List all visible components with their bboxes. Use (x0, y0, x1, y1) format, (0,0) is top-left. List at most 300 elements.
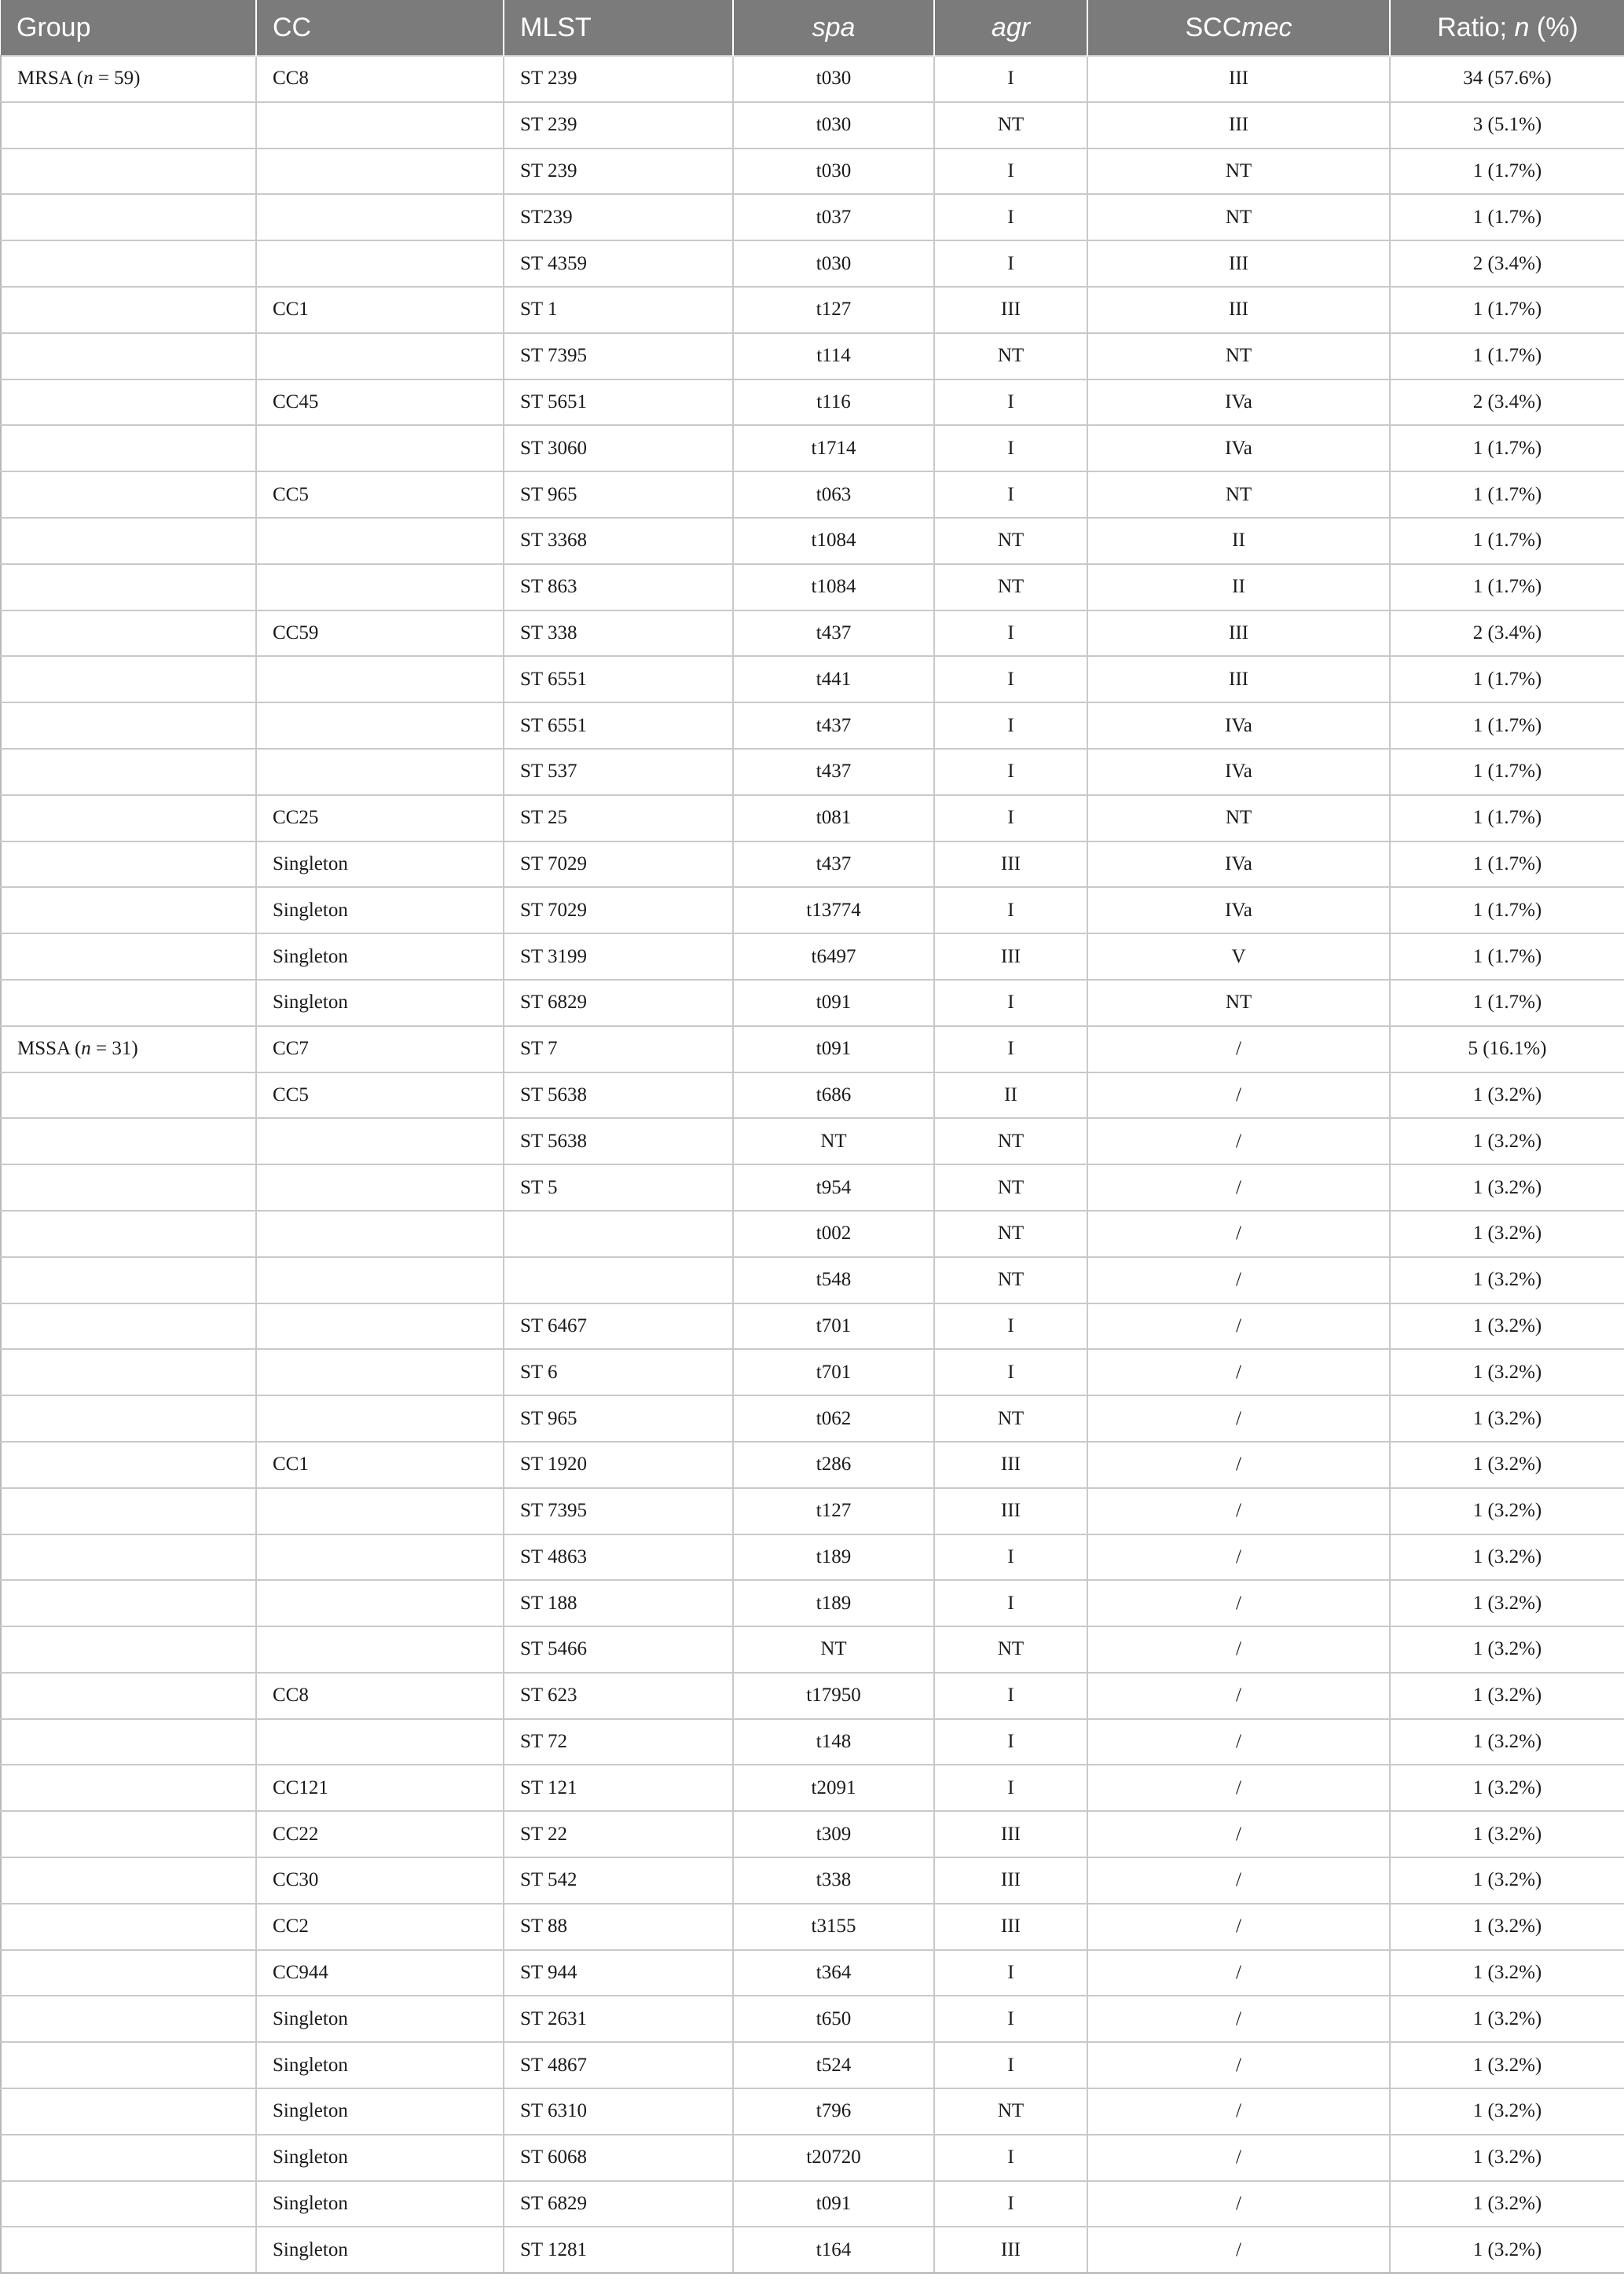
cell-agr: I (934, 2042, 1087, 2088)
header-group: Group (1, 0, 256, 56)
cell-ratio: 2 (3.4%) (1390, 610, 1624, 657)
cell-mlst: ST 2631 (504, 1996, 733, 2042)
cell-sccmec: NT (1087, 471, 1390, 518)
cell-mlst: ST 22 (504, 1811, 733, 1857)
cell-group (1, 518, 256, 564)
cell-cc: Singleton (256, 841, 504, 888)
cell-sccmec: / (1087, 2227, 1390, 2273)
cell-agr: NT (934, 102, 1087, 148)
cell-ratio: 1 (3.2%) (1390, 1765, 1624, 1811)
cell-ratio: 1 (3.2%) (1390, 2181, 1624, 2227)
cell-mlst: ST 4359 (504, 240, 733, 287)
cell-ratio: 1 (1.7%) (1390, 518, 1624, 564)
cell-cc (256, 1626, 504, 1673)
cell-cc (256, 1118, 504, 1164)
cell-ratio: 1 (3.2%) (1390, 1303, 1624, 1350)
cell-group (1, 1442, 256, 1488)
cell-sccmec: / (1087, 1857, 1390, 1904)
cell-spa: t437 (733, 610, 934, 657)
cell-agr: I (934, 2135, 1087, 2181)
cell-cc (256, 656, 504, 702)
cell-agr: I (934, 1349, 1087, 1395)
table-row (1, 1164, 1624, 1211)
cell-group (1, 1719, 256, 1765)
cell-group (1, 1349, 256, 1395)
cell-agr: III (934, 2227, 1087, 2273)
table-row (1, 2088, 1624, 2135)
cell-group (1, 1072, 256, 1119)
table-row (1, 2135, 1624, 2181)
cell-agr: I (934, 1996, 1087, 2042)
group-label: MSSA ( (17, 1038, 82, 1060)
cell-ratio: 1 (1.7%) (1390, 933, 1624, 980)
cell-group (1, 333, 256, 379)
cell-mlst: ST 965 (504, 1395, 733, 1442)
cell-ratio: 1 (3.2%) (1390, 1626, 1624, 1673)
cell-sccmec: NT (1087, 980, 1390, 1026)
table-row (1, 2181, 1624, 2227)
cell-sccmec: / (1087, 2088, 1390, 2135)
cell-group (1, 102, 256, 148)
cell-ratio: 1 (3.2%) (1390, 1857, 1624, 1904)
table-row (1, 240, 1624, 287)
header-agr: agr (934, 0, 1087, 56)
cell-cc (256, 1395, 504, 1442)
cell-mlst: ST 542 (504, 1857, 733, 1904)
cell-sccmec: / (1087, 1211, 1390, 1257)
cell-sccmec: / (1087, 1673, 1390, 1719)
table-row (1, 1719, 1624, 1765)
table-row (1, 1950, 1624, 1996)
table-row (1, 749, 1624, 795)
cell-mlst: ST 7029 (504, 841, 733, 888)
cell-group (1, 287, 256, 333)
cell-cc: Singleton (256, 933, 504, 980)
cell-group (1, 564, 256, 610)
cell-sccmec: IVa (1087, 425, 1390, 471)
cell-group (1, 1673, 256, 1719)
cell-sccmec: III (1087, 240, 1390, 287)
cell-agr: I (934, 425, 1087, 471)
cell-cc (256, 1349, 504, 1395)
cell-agr: III (934, 841, 1087, 888)
cell-ratio: 1 (3.2%) (1390, 2135, 1624, 2181)
table-row (1, 379, 1624, 426)
cell-agr: III (934, 1811, 1087, 1857)
cell-group (1, 1904, 256, 1950)
cell-mlst: ST 6829 (504, 2181, 733, 2227)
cell-mlst: ST 7395 (504, 333, 733, 379)
cell-spa: t437 (733, 841, 934, 888)
cell-group (1, 1395, 256, 1442)
table-row (1, 656, 1624, 702)
cell-group (1, 841, 256, 888)
table-row (1, 1026, 1624, 1072)
table-row (1, 1395, 1624, 1442)
cell-cc (256, 1534, 504, 1581)
cell-agr: I (934, 1719, 1087, 1765)
cell-cc: CC22 (256, 1811, 504, 1857)
cell-ratio: 3 (5.1%) (1390, 102, 1624, 148)
cell-cc: CC59 (256, 610, 504, 657)
cell-sccmec: / (1087, 1257, 1390, 1303)
cell-cc: CC1 (256, 287, 504, 333)
cell-agr: III (934, 1488, 1087, 1534)
table-row (1, 102, 1624, 148)
cell-agr: I (934, 610, 1087, 657)
table-row (1, 1996, 1624, 2042)
cell-agr: I (934, 702, 1087, 749)
cell-group (1, 933, 256, 980)
cell-cc (256, 194, 504, 240)
cell-agr: I (934, 240, 1087, 287)
cell-sccmec: IVa (1087, 379, 1390, 426)
group-label: MRSA ( (17, 68, 84, 90)
cell-agr: NT (934, 333, 1087, 379)
cell-sccmec: / (1087, 1534, 1390, 1581)
cell-agr: NT (934, 518, 1087, 564)
table-row (1, 56, 1624, 102)
cell-spa: t081 (733, 795, 934, 841)
cell-sccmec: III (1087, 56, 1390, 102)
cell-ratio: 1 (3.2%) (1390, 1904, 1624, 1950)
header-sccmec-italic: mec (1241, 12, 1292, 42)
cell-mlst: ST 5651 (504, 379, 733, 426)
cell-group (1, 194, 256, 240)
cell-spa: t127 (733, 1488, 934, 1534)
header-ratio-suffix: (%) (1529, 12, 1578, 42)
table-row (1, 1534, 1624, 1581)
cell-mlst: ST 6 (504, 1349, 733, 1395)
cell-cc: CC944 (256, 1950, 504, 1996)
cell-cc: Singleton (256, 2088, 504, 2135)
cell-spa: t002 (733, 1211, 934, 1257)
header-spa: spa (733, 0, 934, 56)
cell-ratio: 1 (3.2%) (1390, 1534, 1624, 1581)
cell-agr: NT (934, 1257, 1087, 1303)
cell-group (1, 425, 256, 471)
cell-spa: t954 (733, 1164, 934, 1211)
cell-spa: t091 (733, 1026, 934, 1072)
cell-ratio: 1 (3.2%) (1390, 1164, 1624, 1211)
cell-group (1, 379, 256, 426)
cell-sccmec: / (1087, 2181, 1390, 2227)
cell-mlst: ST 6068 (504, 2135, 733, 2181)
cell-group (1, 2135, 256, 2181)
cell-mlst: ST 4867 (504, 2042, 733, 2088)
cell-mlst: ST 1 (504, 287, 733, 333)
cell-ratio: 1 (3.2%) (1390, 1488, 1624, 1534)
table-row (1, 1488, 1624, 1534)
cell-agr: I (934, 56, 1087, 102)
cell-agr: NT (934, 1395, 1087, 1442)
table-row (1, 564, 1624, 610)
cell-spa: t6497 (733, 933, 934, 980)
cell-agr: I (934, 471, 1087, 518)
table-row (1, 1857, 1624, 1904)
cell-cc: Singleton (256, 2181, 504, 2227)
cell-agr: I (934, 656, 1087, 702)
cell-cc (256, 102, 504, 148)
cell-agr: I (934, 1765, 1087, 1811)
cell-cc: CC45 (256, 379, 504, 426)
cell-group (1, 1811, 256, 1857)
cell-sccmec: III (1087, 610, 1390, 657)
cell-spa: t17950 (733, 1673, 934, 1719)
cell-spa: t286 (733, 1442, 934, 1488)
table-row (1, 1673, 1624, 1719)
cell-group (1, 1534, 256, 1581)
cell-group (1, 471, 256, 518)
cell-cc: CC5 (256, 1072, 504, 1119)
cell-group (1, 702, 256, 749)
cell-cc: CC1 (256, 1442, 504, 1488)
cell-ratio: 1 (3.2%) (1390, 1349, 1624, 1395)
cell-agr: I (934, 1580, 1087, 1626)
cell-group (1, 1626, 256, 1673)
cell-ratio: 1 (3.2%) (1390, 1442, 1624, 1488)
cell-ratio: 34 (57.6%) (1390, 56, 1624, 102)
cell-mlst: ST 3368 (504, 518, 733, 564)
header-row (1, 0, 1624, 56)
cell-sccmec: / (1087, 1996, 1390, 2042)
cell-mlst: ST 188 (504, 1580, 733, 1626)
cell-ratio: 5 (16.1%) (1390, 1026, 1624, 1072)
cell-ratio: 1 (1.7%) (1390, 148, 1624, 195)
cell-spa: NT (733, 1118, 934, 1164)
header-ratio-prefix: Ratio; (1437, 12, 1515, 42)
cell-ratio: 1 (3.2%) (1390, 1118, 1624, 1164)
cell-cc: CC2 (256, 1904, 504, 1950)
group-count: = 31) (90, 1038, 138, 1060)
cell-ratio: 2 (3.4%) (1390, 240, 1624, 287)
cell-sccmec: / (1087, 2042, 1390, 2088)
cell-cc: Singleton (256, 2227, 504, 2273)
cell-cc (256, 333, 504, 379)
group-count: = 59) (93, 68, 141, 90)
cell-spa: t701 (733, 1303, 934, 1350)
cell-agr: NT (934, 564, 1087, 610)
cell-sccmec: / (1087, 1303, 1390, 1350)
cell-ratio: 1 (3.2%) (1390, 2227, 1624, 2273)
cell-ratio: 1 (3.2%) (1390, 1395, 1624, 1442)
table-row (1, 1211, 1624, 1257)
cell-sccmec: III (1087, 102, 1390, 148)
cell-spa: t524 (733, 2042, 934, 2088)
cell-group (1, 2227, 256, 2273)
header-sccmec (1087, 0, 1390, 56)
cell-sccmec: NT (1087, 194, 1390, 240)
cell-mlst: ST 6310 (504, 2088, 733, 2135)
cell-mlst: ST 5638 (504, 1118, 733, 1164)
cell-group (1, 1580, 256, 1626)
cell-agr: I (934, 148, 1087, 195)
cell-cc: CC121 (256, 1765, 504, 1811)
cell-mlst: ST 239 (504, 148, 733, 195)
table-row (1, 1072, 1624, 1119)
cell-ratio: 1 (1.7%) (1390, 887, 1624, 933)
cell-mlst: ST 944 (504, 1950, 733, 1996)
table-row (1, 1349, 1624, 1395)
cell-agr: I (934, 1534, 1087, 1581)
table-row (1, 980, 1624, 1026)
cell-agr: I (934, 795, 1087, 841)
cell-agr: III (934, 1857, 1087, 1904)
cell-group (1, 2042, 256, 2088)
cell-mlst: ST 537 (504, 749, 733, 795)
table-row (1, 1118, 1624, 1164)
cell-ratio: 1 (3.2%) (1390, 1211, 1624, 1257)
cell-mlst: ST 6551 (504, 656, 733, 702)
cell-mlst: ST 88 (504, 1904, 733, 1950)
cell-spa: t116 (733, 379, 934, 426)
header-mlst: MLST (504, 0, 733, 56)
cell-mlst: ST 6551 (504, 702, 733, 749)
table-row (1, 333, 1624, 379)
table-row (1, 795, 1624, 841)
cell-sccmec: NT (1087, 148, 1390, 195)
cell-sccmec: / (1087, 1026, 1390, 1072)
cell-agr: I (934, 1026, 1087, 1072)
cell-cc (256, 564, 504, 610)
cell-ratio: 1 (3.2%) (1390, 1950, 1624, 1996)
cell-group (1, 1026, 256, 1072)
header-cc: CC (256, 0, 504, 56)
cell-sccmec: / (1087, 1442, 1390, 1488)
cell-sccmec: II (1087, 518, 1390, 564)
cell-sccmec: IVa (1087, 887, 1390, 933)
cell-ratio: 2 (3.4%) (1390, 379, 1624, 426)
cell-cc (256, 425, 504, 471)
cell-sccmec: III (1087, 656, 1390, 702)
group-n: n (83, 68, 93, 90)
cell-agr: I (934, 887, 1087, 933)
cell-group (1, 1211, 256, 1257)
cell-spa: t063 (733, 471, 934, 518)
cell-sccmec: / (1087, 1904, 1390, 1950)
cell-spa: t030 (733, 240, 934, 287)
table-row (1, 471, 1624, 518)
cell-group (1, 148, 256, 195)
group-n: n (81, 1038, 91, 1060)
cell-ratio: 1 (3.2%) (1390, 1719, 1624, 1765)
cell-cc (256, 1719, 504, 1765)
table-row (1, 1765, 1624, 1811)
table-row (1, 933, 1624, 980)
cell-agr: NT (934, 2088, 1087, 2135)
cell-cc: Singleton (256, 2042, 504, 2088)
table-row (1, 148, 1624, 195)
cell-group (1, 1950, 256, 1996)
cell-mlst: ST 1920 (504, 1442, 733, 1488)
cell-group (1, 610, 256, 657)
table-row (1, 2042, 1624, 2088)
cell-sccmec: / (1087, 2135, 1390, 2181)
cell-mlst: ST 623 (504, 1673, 733, 1719)
cell-sccmec: / (1087, 1488, 1390, 1534)
cell-mlst: ST 4863 (504, 1534, 733, 1581)
cell-spa: t796 (733, 2088, 934, 2135)
cell-spa: t686 (733, 1072, 934, 1119)
cell-spa: t127 (733, 287, 934, 333)
table-row (1, 702, 1624, 749)
cell-spa: t1084 (733, 564, 934, 610)
cell-group (1, 795, 256, 841)
cell-spa: NT (733, 1626, 934, 1673)
table-row (1, 2227, 1624, 2273)
cell-spa: t338 (733, 1857, 934, 1904)
cell-mlst: ST 239 (504, 102, 733, 148)
cell-spa: t062 (733, 1395, 934, 1442)
cell-spa: t309 (733, 1811, 934, 1857)
cell-cc (256, 1257, 504, 1303)
cell-spa: t114 (733, 333, 934, 379)
table-row (1, 841, 1624, 888)
cell-spa: t148 (733, 1719, 934, 1765)
cell-ratio: 1 (1.7%) (1390, 980, 1624, 1026)
cell-cc (256, 1303, 504, 1350)
cell-spa: t650 (733, 1996, 934, 2042)
cell-agr: III (934, 1442, 1087, 1488)
cell-cc (256, 1580, 504, 1626)
table-row (1, 287, 1624, 333)
cell-ratio: 1 (1.7%) (1390, 425, 1624, 471)
cell-mlst (504, 1211, 733, 1257)
cell-spa: t437 (733, 702, 934, 749)
cell-mlst: ST 6467 (504, 1303, 733, 1350)
cell-mlst: ST 1281 (504, 2227, 733, 2273)
cell-group (1, 240, 256, 287)
cell-cc (256, 518, 504, 564)
cell-sccmec: / (1087, 1950, 1390, 1996)
cell-sccmec: V (1087, 933, 1390, 980)
cell-cc (256, 240, 504, 287)
table-row (1, 610, 1624, 657)
cell-group (1, 1118, 256, 1164)
cell-sccmec: / (1087, 1164, 1390, 1211)
table-row (1, 518, 1624, 564)
cell-spa: t437 (733, 749, 934, 795)
cell-spa: t13774 (733, 887, 934, 933)
header-ratio (1390, 0, 1624, 56)
cell-group (1, 656, 256, 702)
cell-agr: I (934, 1950, 1087, 1996)
cell-sccmec: / (1087, 1580, 1390, 1626)
cell-sccmec: / (1087, 1349, 1390, 1395)
cell-agr: I (934, 2181, 1087, 2227)
cell-agr: NT (934, 1164, 1087, 1211)
cell-group (1, 1765, 256, 1811)
cell-ratio: 1 (3.2%) (1390, 1580, 1624, 1626)
cell-sccmec: NT (1087, 333, 1390, 379)
cell-agr: NT (934, 1118, 1087, 1164)
cell-mlst: ST 7 (504, 1026, 733, 1072)
cell-spa: t1084 (733, 518, 934, 564)
cell-cc (256, 702, 504, 749)
cell-sccmec: IVa (1087, 749, 1390, 795)
cell-ratio: 1 (1.7%) (1390, 656, 1624, 702)
cell-mlst: ST 7395 (504, 1488, 733, 1534)
cell-ratio: 1 (3.2%) (1390, 1996, 1624, 2042)
cell-ratio: 1 (1.7%) (1390, 287, 1624, 333)
table-row (1, 887, 1624, 933)
cell-spa: t548 (733, 1257, 934, 1303)
cell-cc (256, 749, 504, 795)
cell-mlst: ST 121 (504, 1765, 733, 1811)
cell-mlst: ST 5 (504, 1164, 733, 1211)
cell-mlst: ST239 (504, 194, 733, 240)
cell-cc (256, 1211, 504, 1257)
